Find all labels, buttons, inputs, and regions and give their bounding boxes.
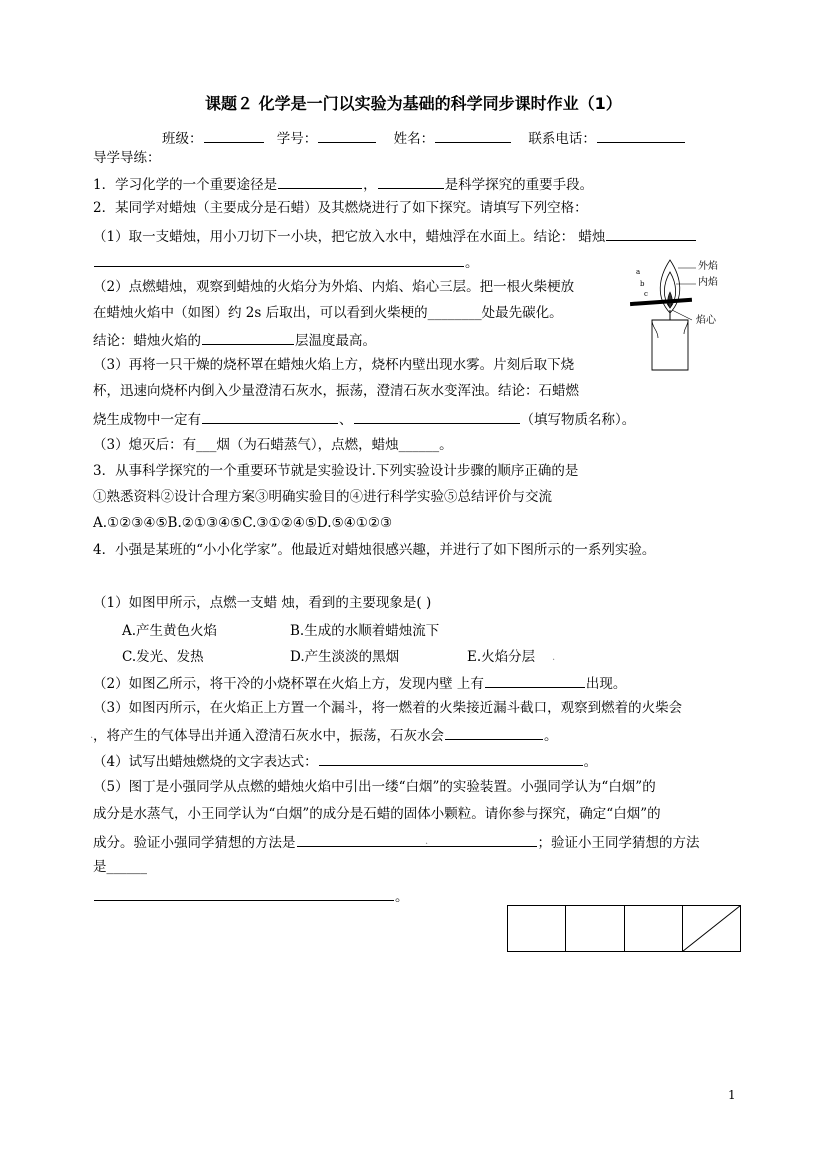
stray-dot: .	[552, 652, 556, 663]
q4-p3-blank[interactable]	[445, 725, 543, 740]
q4-p5-blank-1[interactable]	[297, 832, 537, 847]
q2-p3-blank-2[interactable]	[354, 409, 520, 424]
q4-part3-line2	[93, 725, 558, 745]
q4-option-d: D.产生淡淡的黑烟	[290, 649, 400, 665]
header-info-line	[162, 128, 686, 148]
q3-stem: 3．从事科学探究的一个重要环节就是实验设计.下列实验设计步骤的顺序正确的是	[93, 463, 579, 479]
q2-part4: （3）熄灭后：有___烟（为石蜡蒸气），点燃，蜡烛______。	[93, 437, 453, 453]
q4-part4	[93, 751, 597, 771]
label-a: a	[636, 268, 641, 276]
q4-part5-line4: 是______	[93, 859, 147, 875]
q2-part3-line2: 杯，迅速向烧杯内倒入少量澄清石灰水，振荡，澄清石灰水变浑浊。结论：石蜡燃	[93, 383, 579, 399]
id-blank[interactable]	[318, 128, 376, 143]
q4-p4-text-a: （4）试写出蜡烛燃烧的文字表达式：	[93, 754, 318, 770]
q1-text-a: 1．学习化学的一个重要途径是	[93, 177, 278, 193]
stray-dot: .	[425, 836, 429, 847]
id-label: 学号：	[276, 131, 318, 147]
q1-text-b: ，	[363, 177, 377, 193]
q4-part2	[93, 673, 626, 693]
q2-part2-line2: 在蜡烛火焰中（如图）约 2s 后取出，可以看到火柴梗的________处最先碳化。	[93, 305, 563, 321]
label-b: b	[640, 280, 645, 288]
q4-p4-blank[interactable]	[319, 751, 583, 766]
inner-flame-label: 内焰	[698, 277, 718, 288]
q4-p5-end: 。	[395, 889, 409, 905]
q4-p2-text-b: 出现。	[585, 676, 627, 692]
q4-part5-line1: （5）图丁是小强同学从点燃的蜡烛火焰中引出一缕“白烟”的实验装置。小强同学认为“白烟”的	[93, 779, 656, 795]
q2-p3-blank-1[interactable]	[202, 409, 338, 424]
q2-part1-cont	[93, 252, 479, 272]
q4-part1: （1）如图甲所示，点燃一支蜡 烛，看到的主要现象是( )	[93, 595, 432, 611]
flame-core-label: 焰心	[696, 315, 716, 326]
q4-part5-line3	[93, 832, 700, 852]
q4-option-e: E.火焰分层	[467, 649, 536, 665]
name-label: 姓名：	[393, 131, 435, 147]
answer-grid	[507, 905, 741, 952]
q2-p3-text-b: 、	[339, 412, 353, 428]
q2-part1	[93, 226, 697, 246]
q4-p5-text-b: ；验证小王同学猜想的方法	[537, 835, 700, 851]
q1-text-c: 是科学探究的重要手段。	[444, 177, 594, 193]
q4-p3-text-c: 。	[544, 728, 558, 744]
q2-p1-blank[interactable]	[606, 226, 696, 241]
q2-part3-line1: （3）再将一只干燥的烧杯罩在蜡烛火焰上方，烧杯内壁出现水雾。片刻后取下烧	[93, 357, 575, 373]
label-c: c	[644, 290, 648, 298]
q4-p5-text-a: 成分。验证小强同学猜想的方法是	[93, 835, 296, 851]
q2-part3-line3	[93, 409, 635, 429]
q4-option-a: A.产生黄色火焰	[122, 623, 218, 639]
q2-part2-line3	[93, 330, 376, 350]
page-title: 课题２ 化学是一门以实验为基础的科学同步课时作业（1）	[205, 94, 622, 113]
q2-part2-line1: （2）点燃蜡烛，观察到蜡烛的火焰分为外焰、内焰、焰心三层。把一根火柴梗放	[93, 279, 575, 295]
stray-dot: .	[90, 730, 94, 741]
outer-flame-label: 外焰	[698, 261, 718, 272]
q2-p2-blank[interactable]	[202, 330, 294, 345]
q1-blank-2[interactable]	[378, 174, 444, 189]
q1-blank-1[interactable]	[278, 174, 362, 189]
q2-p1-text: （1）取一支蜡烛，用小刀切下一小块，把它放入水中，蜡烛浮在水面上。结论： 蜡烛	[93, 229, 606, 245]
class-blank[interactable]	[204, 128, 264, 143]
phone-blank[interactable]	[597, 128, 685, 143]
q2-p3-text-a: 烧生成物中一定有	[93, 412, 201, 428]
q4-p5-blank-2[interactable]	[94, 886, 394, 901]
q2-p2-conclusion-b: 层温度最高。	[295, 333, 376, 349]
name-blank[interactable]	[435, 128, 511, 143]
q4-p2-blank[interactable]	[485, 673, 585, 688]
q2-p3-text-c: （填写物质名称）。	[520, 412, 636, 428]
q4-part3-line1: （3）如图丙所示，在火焰正上方置一个漏斗，将一燃着的火柴接近漏斗截口，观察到燃着的火柴会	[93, 700, 683, 716]
q3-steps: ①熟悉资料②设计合理方案③明确实验目的④进行科学实验⑤总结评价与交流	[93, 489, 552, 505]
q2-intro: 2．某同学对蜡烛（主要成分是石蜡）及其燃烧进行了如下探究。请填写下列空格：	[93, 200, 588, 216]
guide-label: 导学导练：	[93, 150, 161, 166]
q4-p4-text-b: 。	[583, 754, 598, 770]
phone-label: 联系电话：	[528, 131, 596, 147]
q3-options: A.①②③④⑤B.②①③④⑤C.③①②④⑤D.⑤④①②③	[93, 515, 393, 531]
page-number: 1	[728, 1088, 736, 1102]
q4-p3-text-b: ，将产生的气体导出并通入澄清石灰水中，振荡，石灰水会	[93, 728, 444, 744]
q4-part5-line2: 成分是水蒸气，小王同学认为“白烟”的成分是石蜡的固体小颗粒。请你参与探究，确定“白烟”的	[93, 806, 661, 822]
candle-flame-figure	[630, 258, 730, 373]
q2-p1-end: 。	[465, 255, 479, 271]
q4-option-c: C.发光、发热	[122, 649, 204, 665]
q2-p2-conclusion-a: 结论：蜡烛火焰的	[93, 333, 201, 349]
question-1	[93, 174, 593, 194]
q4-p2-text-a: （2）如图乙所示，将干冷的小烧杯罩在火焰上方，发现内壁 上有	[93, 676, 484, 692]
q4-part5-line5	[93, 886, 409, 906]
q4-stem: 4．小强是某班的“小小化学家”。他最近对蜡烛很感兴趣，并进行了如下图所示的一系列实验。	[93, 542, 656, 558]
q2-p1-blank-cont[interactable]	[94, 252, 464, 267]
q4-option-b: B.生成的水顺着蜡烛流下	[290, 623, 440, 639]
class-label: 班级：	[162, 131, 203, 147]
